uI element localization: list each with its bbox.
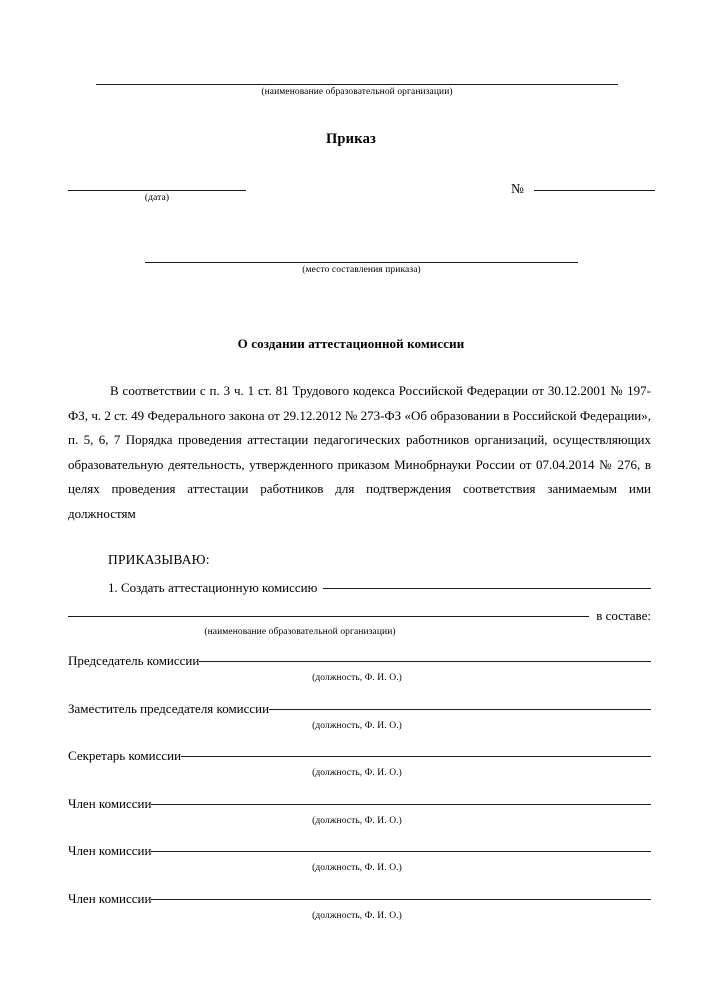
order-item-1-blank-line-2[interactable] [68, 616, 589, 617]
order-item-1 [108, 580, 651, 596]
commission-member-blank-line[interactable] [151, 804, 651, 805]
date-caption: (дата) [144, 193, 170, 203]
commission-member-label: Член комиссии [68, 795, 152, 811]
commission-member-row [68, 796, 651, 812]
commission-member-blank-line[interactable] [269, 709, 651, 710]
organization-name-caption: (наименование образовательной организации) [261, 87, 453, 97]
date-blank-line[interactable] [68, 190, 246, 191]
commission-member-label: Секретарь комиссии [68, 748, 182, 763]
order-item-1-org-caption: (наименование образовательной организации) [204, 627, 396, 637]
commission-member-caption: (должность, Ф. И. О.) [312, 863, 402, 873]
commission-member-row [68, 653, 651, 669]
commission-member-label: Председатель комиссии [68, 653, 200, 668]
commission-member-row [68, 843, 651, 859]
commission-member-label: Заместитель председателя комиссии [68, 700, 270, 716]
commission-member-caption: (должность, Ф. И. О.) [312, 910, 402, 921]
organization-name-blank-line[interactable] [96, 84, 618, 85]
commission-member-blank-line[interactable] [151, 851, 651, 852]
commission-member-caption: (должность, Ф. И. О.) [312, 768, 402, 778]
commission-member-blank-line[interactable] [181, 756, 651, 757]
commission-member-caption: (должность, Ф. И. О.) [312, 720, 402, 731]
commission-member-blank-line[interactable] [199, 661, 651, 662]
document-number-blank-line[interactable] [534, 190, 655, 191]
number-symbol-label: № [511, 181, 524, 196]
commission-member-blank-line[interactable] [151, 899, 651, 900]
subject-heading: О создании аттестационной комиссии [237, 336, 465, 351]
commission-member-row [68, 701, 651, 717]
commission-member-label: Член комиссии [68, 843, 152, 858]
document-title: Приказ [325, 131, 377, 147]
order-item-1-label: 1. Создать аттестационную комиссию [108, 580, 318, 595]
order-item-1-blank-line[interactable] [323, 588, 651, 589]
place-of-compilation-blank-line[interactable] [145, 262, 578, 263]
commission-member-label: Член комиссии [68, 890, 152, 906]
in-composition-label: в составе: [596, 608, 651, 623]
preamble-paragraph: В соответствии с п. 3 ч. 1 ст. 81 Трудового кодекса Российской Федерации от 30.12.2001 № 197-ФЗ, ч. 2 ст. 49 Федерального закона от 29.12.2012 № 273-ФЗ «Об образовании в Российской Федерации», п. 5, 6, 7 Порядка проведения аттестации педагогических работников организаций, осуществляющих образовательную деятельность, утвержденного приказом Минобрнауки России от 07.04.2014 № 276, в целях проведения аттестации работников для подтверждения соответствия занимаемым ими должностям [68, 383, 651, 521]
commission-member-row [68, 748, 651, 764]
order-keyword: ПРИКАЗЫВАЮ: [108, 552, 210, 567]
commission-member-row [68, 891, 651, 907]
place-of-compilation-caption: (место составления приказа) [302, 265, 421, 275]
commission-member-caption: (должность, Ф. И. О.) [312, 673, 402, 683]
order-item-1-continuation [68, 608, 651, 624]
commission-member-caption: (должность, Ф. И. О.) [312, 815, 402, 826]
